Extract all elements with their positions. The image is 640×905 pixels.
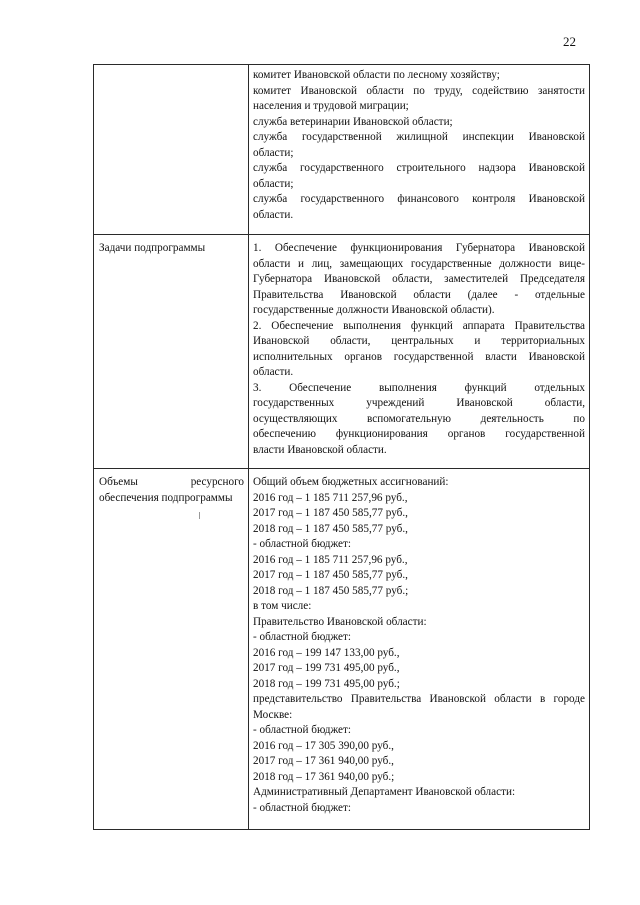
content-line: в том числе:: [253, 600, 312, 612]
content-line: власти Ивановской области.: [253, 443, 387, 456]
row-content-cell: [249, 65, 590, 235]
content-line: - областной бюджет:: [253, 631, 352, 643]
content-line: Административный Департамент Ивановской области:: [253, 786, 516, 798]
content-line: - областной бюджет:: [253, 801, 352, 814]
content-line: 2016 год – 17 305 390,00 руб.,: [253, 739, 394, 752]
content-line: государственные должности Ивановской области).: [253, 304, 495, 316]
scan-mark: [199, 512, 200, 519]
row-label-cell: [94, 469, 249, 830]
content-line: осуществляющих вспомогательную деятельность по: [253, 412, 585, 425]
row-label-cell: [94, 65, 249, 235]
content-line: области и лиц, замещающих государственные должности вице-: [253, 257, 585, 270]
content-line: 2017 год – 1 187 450 585,77 руб.,: [253, 507, 408, 519]
content-line: 2018 год – 17 361 940,00 руб.;: [253, 770, 395, 783]
content-line: 2018 год – 199 731 495,00 руб.;: [253, 677, 400, 690]
row-label-resources: [94, 469, 248, 506]
content-line: - областной бюджет:: [253, 538, 352, 550]
subprogram-passport-table: [93, 64, 590, 830]
table-row: [94, 235, 590, 469]
page-number: 22: [563, 34, 576, 49]
content-line: 1. Обеспечение функционирования Губернатора Ивановской: [253, 242, 585, 254]
content-line: Общий объем бюджетных ассигнований:: [253, 476, 449, 488]
row-label-cell: [94, 235, 249, 469]
content-line: 2016 год – 1 185 711 257,96 руб.,: [253, 553, 408, 566]
table-row: [94, 469, 590, 830]
content-line: служба государственного строительного надзора Ивановской: [253, 162, 585, 174]
content-lines: [249, 235, 589, 468]
table-row: [94, 65, 590, 235]
content-line: области;: [253, 146, 294, 159]
content-line: 2016 год – 1 185 711 257,96 руб.,: [253, 491, 408, 504]
row-content-cell: [249, 235, 590, 469]
content-line: Ивановской области, центральных и территориальных: [253, 335, 585, 347]
content-line: служба государственного финансового контроля Ивановской: [253, 193, 585, 205]
content-line: 3. Обеспечение выполнения функций отдельных: [253, 381, 585, 394]
content-line: комитет Ивановской области по труду, содействию занятости: [253, 84, 585, 97]
row-label-line: Объемы ресурсного: [99, 476, 244, 488]
content-line: Москве:: [253, 708, 293, 721]
row-content-cell: [249, 469, 590, 830]
content-lines: [249, 469, 589, 826]
content-line: служба государственной жилищной инспекции Ивановской: [253, 131, 585, 143]
content-line: - областной бюджет:: [253, 724, 352, 736]
content-line: представительство Правительства Ивановской области в городе: [253, 693, 585, 705]
content-line: 2018 год – 1 187 450 585,77 руб.,: [253, 522, 408, 535]
content-line: населения и трудовой миграции;: [253, 100, 409, 112]
content-line: области.: [253, 208, 294, 221]
content-lines: [249, 65, 589, 233]
content-line: Правительство Ивановской области:: [253, 615, 427, 628]
content-line: 2017 год – 199 731 495,00 руб.,: [253, 662, 400, 674]
content-line: служба ветеринарии Ивановской области;: [253, 115, 453, 128]
content-line: 2017 год – 17 361 940,00 руб.,: [253, 755, 394, 767]
content-line: обеспечению функционирования органов государственной: [253, 428, 585, 440]
content-line: Губернатора Ивановской области, заместителей Председателя: [253, 273, 585, 285]
row-label-line: обеспечения подпрограммы: [99, 491, 233, 504]
content-line: 2017 год – 1 187 450 585,77 руб.,: [253, 569, 408, 581]
content-line: комитет Ивановской области по лесному хозяйству;: [253, 69, 500, 81]
content-line: исполнительных органов государственной власти Ивановской: [253, 350, 585, 363]
content-line: 2016 год – 199 147 133,00 руб.,: [253, 646, 400, 659]
content-line: области.: [253, 366, 294, 378]
content-line: 2018 год – 1 187 450 585,77 руб.;: [253, 584, 409, 597]
content-line: Правительства Ивановской области (далее - отдельные: [253, 288, 585, 301]
content-line: области;: [253, 177, 294, 190]
row-label-tasks: Задачи подпрограммы: [99, 242, 206, 254]
content-line: государственных учреждений Ивановской области,: [253, 397, 585, 409]
content-line: 2. Обеспечение выполнения функций аппарата Правительства: [253, 319, 585, 332]
